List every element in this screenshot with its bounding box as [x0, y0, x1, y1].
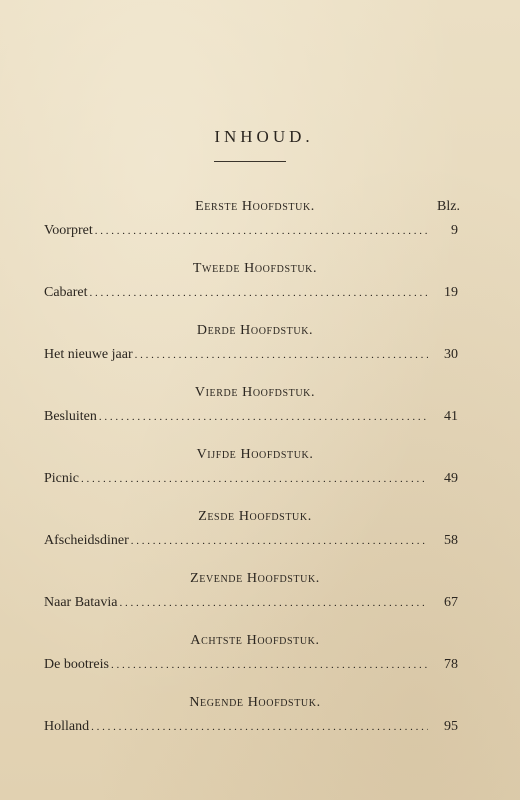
page-number: 49: [444, 471, 458, 486]
toc-entry: [44, 471, 458, 487]
page-number: 19: [444, 285, 458, 300]
toc-entry: [44, 409, 458, 425]
toc-entry: [44, 595, 458, 611]
toc-entry: [44, 347, 458, 363]
chapter-8: [44, 627, 458, 689]
toc-entry: [44, 285, 458, 301]
chapter-heading: Tweede Hoofdstuk.: [192, 261, 318, 276]
toc-entry: [44, 719, 458, 735]
chapter-4: [44, 379, 458, 441]
page-number: 58: [444, 533, 458, 548]
dot-leader: [90, 287, 428, 299]
title-rule: [214, 161, 286, 162]
chapter-title: Voorpret: [44, 223, 93, 238]
page-number: 9: [451, 223, 458, 238]
chapter-title: Besluiten: [44, 409, 97, 424]
dot-leader: [95, 225, 428, 237]
toc-entry: [44, 533, 458, 549]
chapter-9: [44, 689, 458, 751]
chapter-heading: Vijfde Hoofdstuk.: [196, 447, 314, 462]
chapter-heading: Vierde Hoofdstuk.: [194, 385, 316, 400]
dot-leader: [131, 535, 428, 547]
dot-leader: [135, 349, 428, 361]
chapter-heading: Eerste Hoofdstuk.: [195, 199, 315, 214]
page-title: INHOUD.: [214, 127, 314, 146]
chapter-3: [44, 317, 458, 379]
chapter-title: Naar Batavia: [44, 595, 118, 610]
chapter-7: [44, 565, 458, 627]
chapter-1: [44, 193, 458, 255]
chapter-2: [44, 255, 458, 317]
dot-leader: [91, 721, 428, 733]
chapter-title: Picnic: [44, 471, 79, 486]
dot-leader: [111, 659, 428, 671]
dot-leader: [99, 411, 428, 423]
page-column-label: Blz.: [437, 199, 460, 214]
chapter-heading: Achtste Hoofdstuk.: [190, 633, 320, 648]
dot-leader: [81, 473, 428, 485]
chapter-heading: Zesde Hoofdstuk.: [198, 509, 312, 524]
table-of-contents: [44, 193, 458, 751]
page-number: 30: [444, 347, 458, 362]
chapter-title: De bootreis: [44, 657, 109, 672]
dot-leader: [119, 597, 428, 609]
chapter-title: Afscheidsdiner: [44, 533, 129, 548]
chapter-heading: Derde Hoofdstuk.: [196, 323, 314, 338]
chapter-title: Cabaret: [44, 285, 88, 300]
page-number: 78: [444, 657, 458, 672]
chapter-title: Het nieuwe jaar: [44, 347, 133, 362]
chapter-heading: Negende Hoofdstuk.: [189, 695, 321, 710]
page-number: 95: [444, 719, 458, 734]
page-number: 67: [444, 595, 458, 610]
chapter-6: [44, 503, 458, 565]
chapter-heading: Zevende Hoofdstuk.: [190, 571, 320, 586]
toc-entry: [44, 657, 458, 673]
page-number: 41: [444, 409, 458, 424]
chapter-5: [44, 441, 458, 503]
toc-entry: [44, 223, 458, 239]
chapter-title: Holland: [44, 719, 90, 734]
